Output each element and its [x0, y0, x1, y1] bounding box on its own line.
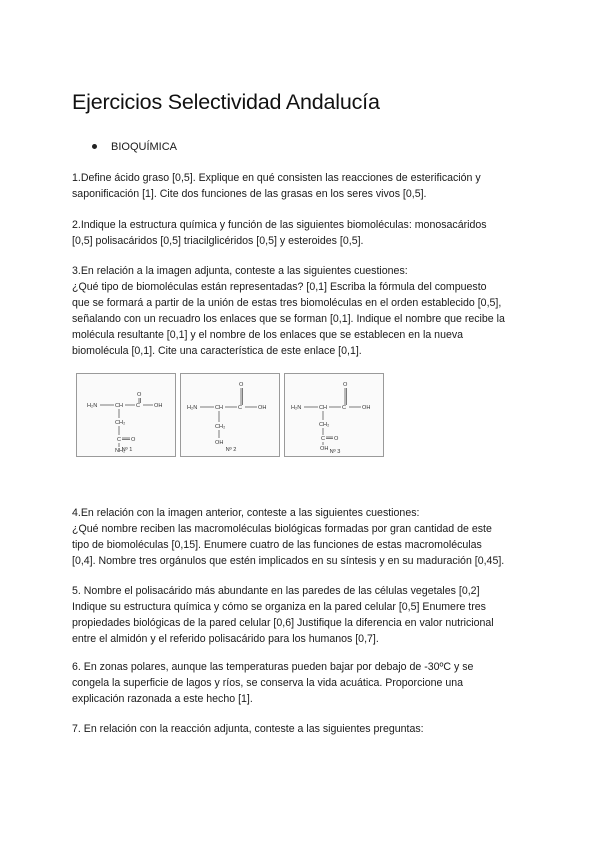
text-line: 4.En relación con la imagen anterior, conteste a las siguientes cuestiones:: [72, 507, 420, 519]
text-line: tipo de biomoléculas [0,15]. Enumere cuatro de las funciones de estas macromoléculas: [72, 539, 482, 552]
side-chain-ch2: CH₂: [215, 424, 226, 430]
text-line: [0,5] polisacáridos [0,5] triacilglicéridos [0,5] y esteroides [0,5].: [72, 235, 364, 248]
side-chain-oh: OH: [215, 440, 224, 446]
text-line: 6. En zonas polares, aunque las temperaturas pueden bajar por debajo de -30ºC y se: [72, 661, 474, 673]
molecule-panel-2: [180, 373, 280, 457]
text-line: ¿Qué tipo de biomoléculas están representadas? [0,1] Escriba la fórmula del compuesto: [72, 281, 487, 294]
text-line: molécula resultante [0,1] y el nombre de los enlaces que se establecen en la nueva: [72, 329, 464, 342]
section-bullet-label: BIOQUÍMICA: [111, 141, 178, 153]
side-chain-ch2: CH₂: [319, 422, 330, 428]
text-line: señalando con un recuadro los enlaces que se forman [0,1]. Indique el nombre que recibe la: [72, 313, 505, 326]
text-line: explicación razonada a este hecho [1].: [72, 693, 253, 706]
exercise-4: [72, 505, 532, 569]
text-line: propiedades biológicas de la pared celular [0,6] Justifique la diferencia en valor nutricional: [72, 617, 494, 630]
document-title: Ejercicios Selectividad Andalucía: [72, 90, 380, 114]
carboxyl-carbon: C: [136, 403, 141, 409]
side-chain-oxygen: O: [131, 437, 136, 443]
amino-acid-figure: [76, 373, 385, 457]
text-line: entre el almidón y el referido polisacárido para los humanos [0,7].: [72, 633, 379, 646]
exercise-7: [72, 721, 532, 737]
alpha-carbon: CH: [319, 405, 328, 411]
text-line: biomolécula [0,1]. Cite una característica de este enlace [0,1].: [72, 345, 362, 358]
side-chain-oxygen: O: [334, 436, 339, 442]
hydroxyl-group: OH: [258, 405, 267, 411]
carboxyl-carbon: C: [342, 405, 347, 411]
exercise-2: [72, 217, 532, 249]
text-line: saponificación [1]. Cite dos funciones de las grasas en los seres vivos [0,5].: [72, 188, 427, 201]
side-chain-oh: OH: [320, 446, 329, 452]
carbonyl-oxygen: O: [343, 382, 348, 388]
text-line: ¿Qué nombre reciben las macromoléculas biológicas formadas por gran cantidad de este: [72, 523, 492, 536]
section-bullet: [92, 141, 177, 153]
side-chain-carbon: C: [321, 436, 326, 442]
carbonyl-oxygen: O: [137, 392, 142, 398]
molecule-label: Nº 1: [121, 447, 133, 453]
alpha-carbon: CH: [115, 403, 124, 409]
side-chain-nh2: NH₂: [115, 448, 126, 454]
text-line: 1.Define ácido graso [0,5]. Explique en qué consisten las reacciones de esterificación y: [72, 172, 481, 184]
text-line: Indique su estructura química y cómo se organiza en la pared celular [0,5] Enumere tres: [72, 601, 486, 614]
side-chain-carbon: C: [117, 437, 122, 443]
bullet-dot-icon: [92, 144, 97, 149]
text-line: congela la superficie de lagos y ríos, se conserva la vida acuática. Proporcione una: [72, 677, 464, 690]
text-line: 2.Indique la estructura química y función de las siguientes biomoléculas: monosacáridos: [72, 219, 487, 231]
carboxyl-carbon: C: [238, 405, 243, 411]
amine-group: H₂N: [87, 403, 98, 409]
exercise-5: [72, 583, 532, 647]
exercise-3: [72, 263, 532, 360]
carbonyl-oxygen: O: [239, 382, 244, 388]
amine-group: H₂N: [291, 405, 302, 411]
exercise-6: [72, 659, 532, 707]
text-line: que se formará a partir de la unión de estas tres biomoléculas en el orden establecido [0,5],: [72, 297, 502, 310]
text-line: 3.En relación a la imagen adjunta, conteste a las siguientes cuestiones:: [72, 265, 408, 277]
amine-group: H₂N: [187, 405, 198, 411]
side-chain-ch2: CH₂: [115, 420, 126, 426]
hydroxyl-group: OH: [154, 403, 163, 409]
text-line: [0,4]. Nombre tres orgánulos que estén implicados en su síntesis y en su maduración [0,45].: [72, 555, 505, 568]
alpha-carbon: CH: [215, 405, 224, 411]
hydroxyl-group: OH: [362, 405, 371, 411]
molecule-panel-1: [76, 373, 176, 457]
molecule-panel-3: [284, 373, 384, 457]
text-line: 7. En relación con la reacción adjunta, conteste a las siguientes preguntas:: [72, 723, 424, 735]
exercise-1: [72, 170, 532, 202]
text-line: 5. Nombre el polisacárido más abundante en las paredes de las células vegetales [0,2]: [72, 585, 480, 597]
molecule-label: Nº 2: [225, 447, 237, 453]
molecule-label: Nº 3: [329, 449, 341, 455]
